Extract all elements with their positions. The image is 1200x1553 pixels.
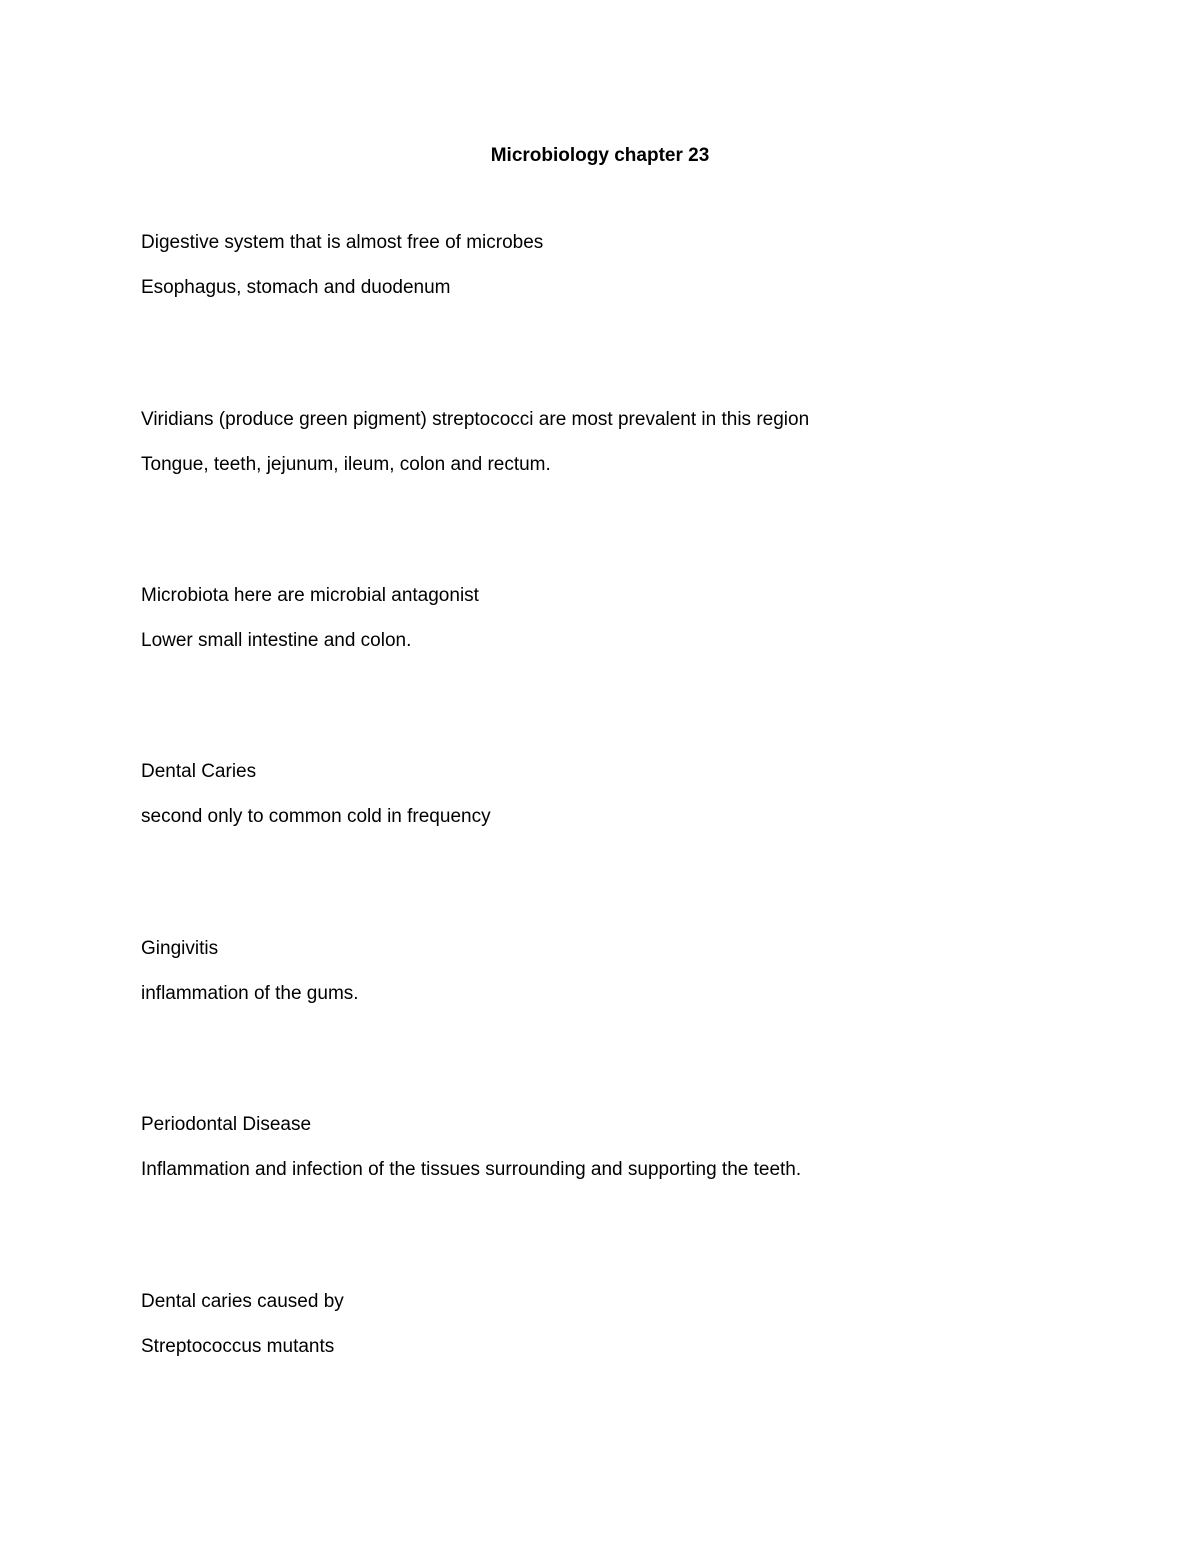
section-7-answer: Streptococcus mutants (141, 1336, 335, 1357)
section-3-answer: Lower small intestine and colon. (141, 630, 412, 651)
section-7-question: Dental caries caused by (141, 1291, 344, 1312)
section-5-question: Gingivitis (141, 938, 219, 959)
section-4-answer: second only to common cold in frequency (141, 806, 491, 827)
section-2-question: Viridians (produce green pigment) streptococci are most prevalent in this region (141, 409, 810, 430)
section-6-question: Periodontal Disease (141, 1114, 312, 1135)
page-title: Microbiology chapter 23 (490, 145, 710, 166)
section-1-question: Digestive system that is almost free of microbes (141, 232, 544, 253)
section-4-question: Dental Caries (141, 761, 257, 782)
section-6-answer: Inflammation and infection of the tissues surrounding and supporting the teeth. (141, 1159, 802, 1180)
section-3-question: Microbiota here are microbial antagonist (141, 585, 479, 606)
section-1-answer: Esophagus, stomach and duodenum (141, 277, 451, 298)
section-2-answer: Tongue, teeth, jejunum, ileum, colon and rectum. (141, 454, 551, 475)
section-5-answer: inflammation of the gums. (141, 983, 359, 1004)
